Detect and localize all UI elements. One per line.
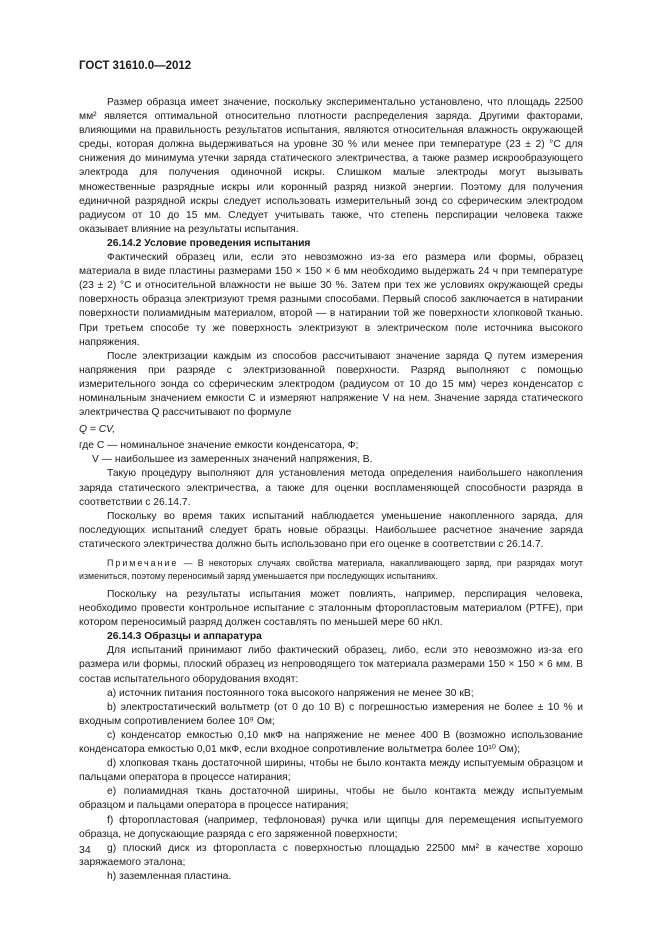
paragraph: Фактический образец или, если это невозможно из-за его размера или формы, образец материала в виде пластины размерами 150 × 150 × 6 мм необходимо выдержать 24 ч при температуре (23 ± 2) °С и относительной влажности не выше 30 %. Затем при тех же условиях окружающей среды поверхность образца электризуют тремя разными способами. Первый способ заключается в натирании поверхности полиамидным материалом, второй — в натирании той же поверхности хлопковой тканью. При третьем способе ту же поверхность электризуют в электрическом поле источника высокого напряжения. — [79, 252, 583, 348]
paragraph: Такую процедуру выполняют для установления метода определения наибольшего накопления заряда статического электричества, а также для оценки воспламеняющей способности разряда в соответствии с 26.14.7. — [79, 468, 583, 508]
definition: где C — номинальное значение емкости конденсатора, Ф; — [79, 440, 359, 452]
paragraph: Поскольку во время таких испытаний наблюдается уменьшение накопленного заряда, для последующих испытаний следует брать новые образцы. Наибольшее расчетное значение заряда статического электричества должно быть использовано при его оценке в соответствии с 26.14.7. — [79, 510, 583, 550]
note-text: — В некоторых случаях свойства материала, накапливающего заряд, при разрядах могут измениться, поэтому переносимый заряд уменьшается при последующих испытаниях. — [79, 558, 583, 581]
paragraph: Для испытаний принимают либо фактический образец, либо, если это невозможно из-за его размера или формы, плоский образец из непроводящего ток материала размерами 150 × 150 × 6 мм. В состав испытательного оборудования входят: — [79, 645, 583, 685]
section-heading: 26.14.3 Образцы и аппаратура — [107, 631, 262, 643]
paragraph: После электризации каждым из способов рассчитывают значение заряда Q путем измерения напряжения при разряде с электризованной поверхности. Разряд выполняют с помощью измерительного зонда со сферическим электродом (радиусом от 10 до 15 мм) через конденсатор с номинальным значением емкости C и измеряют напряжение V на нем. Значение заряда статического электричества Q рассчитывают по формуле — [79, 350, 583, 419]
page-number: 34 — [79, 844, 91, 856]
paragraph: Поскольку на результаты испытания может повлиять, например, перспирация человека, необходимо провести контрольное испытание с эталонным фторопластовым материалом (PTFE), при котором переносимый разряд должен составлять по меньшей мере 60 нКл. — [79, 589, 583, 629]
list-item: a) источник питания постоянного тока высокого напряжения не менее 30 кВ; — [107, 687, 474, 699]
list-item: d) хлопковая ткань достаточной ширины, чтобы не было контакта между испытуемым образцом и пальцами оператора в процессе натирания; — [79, 758, 583, 784]
formula: Q = CV, — [79, 424, 116, 436]
list-item: c) конденсатор емкостью 0,10 мкФ на напряжение не менее 400 В (возможно использование конденсатора емкостью 0,01 мкФ, если входное сопротивление вольтметра более 10¹⁰ Ом); — [79, 729, 583, 756]
list-item: e) полиамидная ткань достаточной ширины, чтобы не было контакта между испытуемым образцом и пальцами оператора в процессе натирания; — [79, 786, 583, 812]
definition: V — наибольшее из замеренных значений напряжения, В. — [92, 454, 373, 466]
section-heading: 26.14.2 Условие проведения испытания — [107, 237, 311, 249]
note — [79, 557, 583, 582]
list-item: f) фторопластовая (например, тефлоновая) ручка или щипцы для перемещения испытуемого образца, не допускающие разряда с его заряженной поверхности; — [79, 814, 583, 840]
document-body — [79, 96, 583, 884]
list-item: b) электростатический вольтметр (от 0 до 10 В) с погрешностью измерения не более ± 10 % и входным сопротивлением более 10⁹ Ом; — [79, 701, 583, 727]
paragraph: Размер образца имеет значение, поскольку экспериментально установлено, что площадь 22500 мм² является оптимальной относительно плотности распределения заряда. Другими факторами, влияющими на правильность результатов испытания, являются относительная влажность окружающей среды, которая должна выдерживаться на уровне 30 % или менее при температуре (23 ± 2) °С для снижения до минимума утечки заряда статического электричества, а также размер искрообразующего электрода для получения одиночной искры. Слишком малые электроды могут вызывать множественные разрядные искры или коронный разряд низкой энергии. Поэтому для получения единичной разрядной искры следует использовать измерительный зонд со сферическим электродом радиусом от 10 до 15 мм. Следует учитывать также, что степень перспирации человека также оказывает влияние на результаты испытания. — [79, 97, 583, 235]
list-item: g) плоский диск из фторопласта с поверхностью площадью 22500 мм² в качестве хорошо заряжаемого эталона; — [79, 842, 583, 868]
list-item: h) заземленная пластина. — [107, 870, 232, 882]
document-header: ГОСТ 31610.0—2012 — [79, 60, 192, 72]
note-label: Примечание — [107, 558, 179, 568]
